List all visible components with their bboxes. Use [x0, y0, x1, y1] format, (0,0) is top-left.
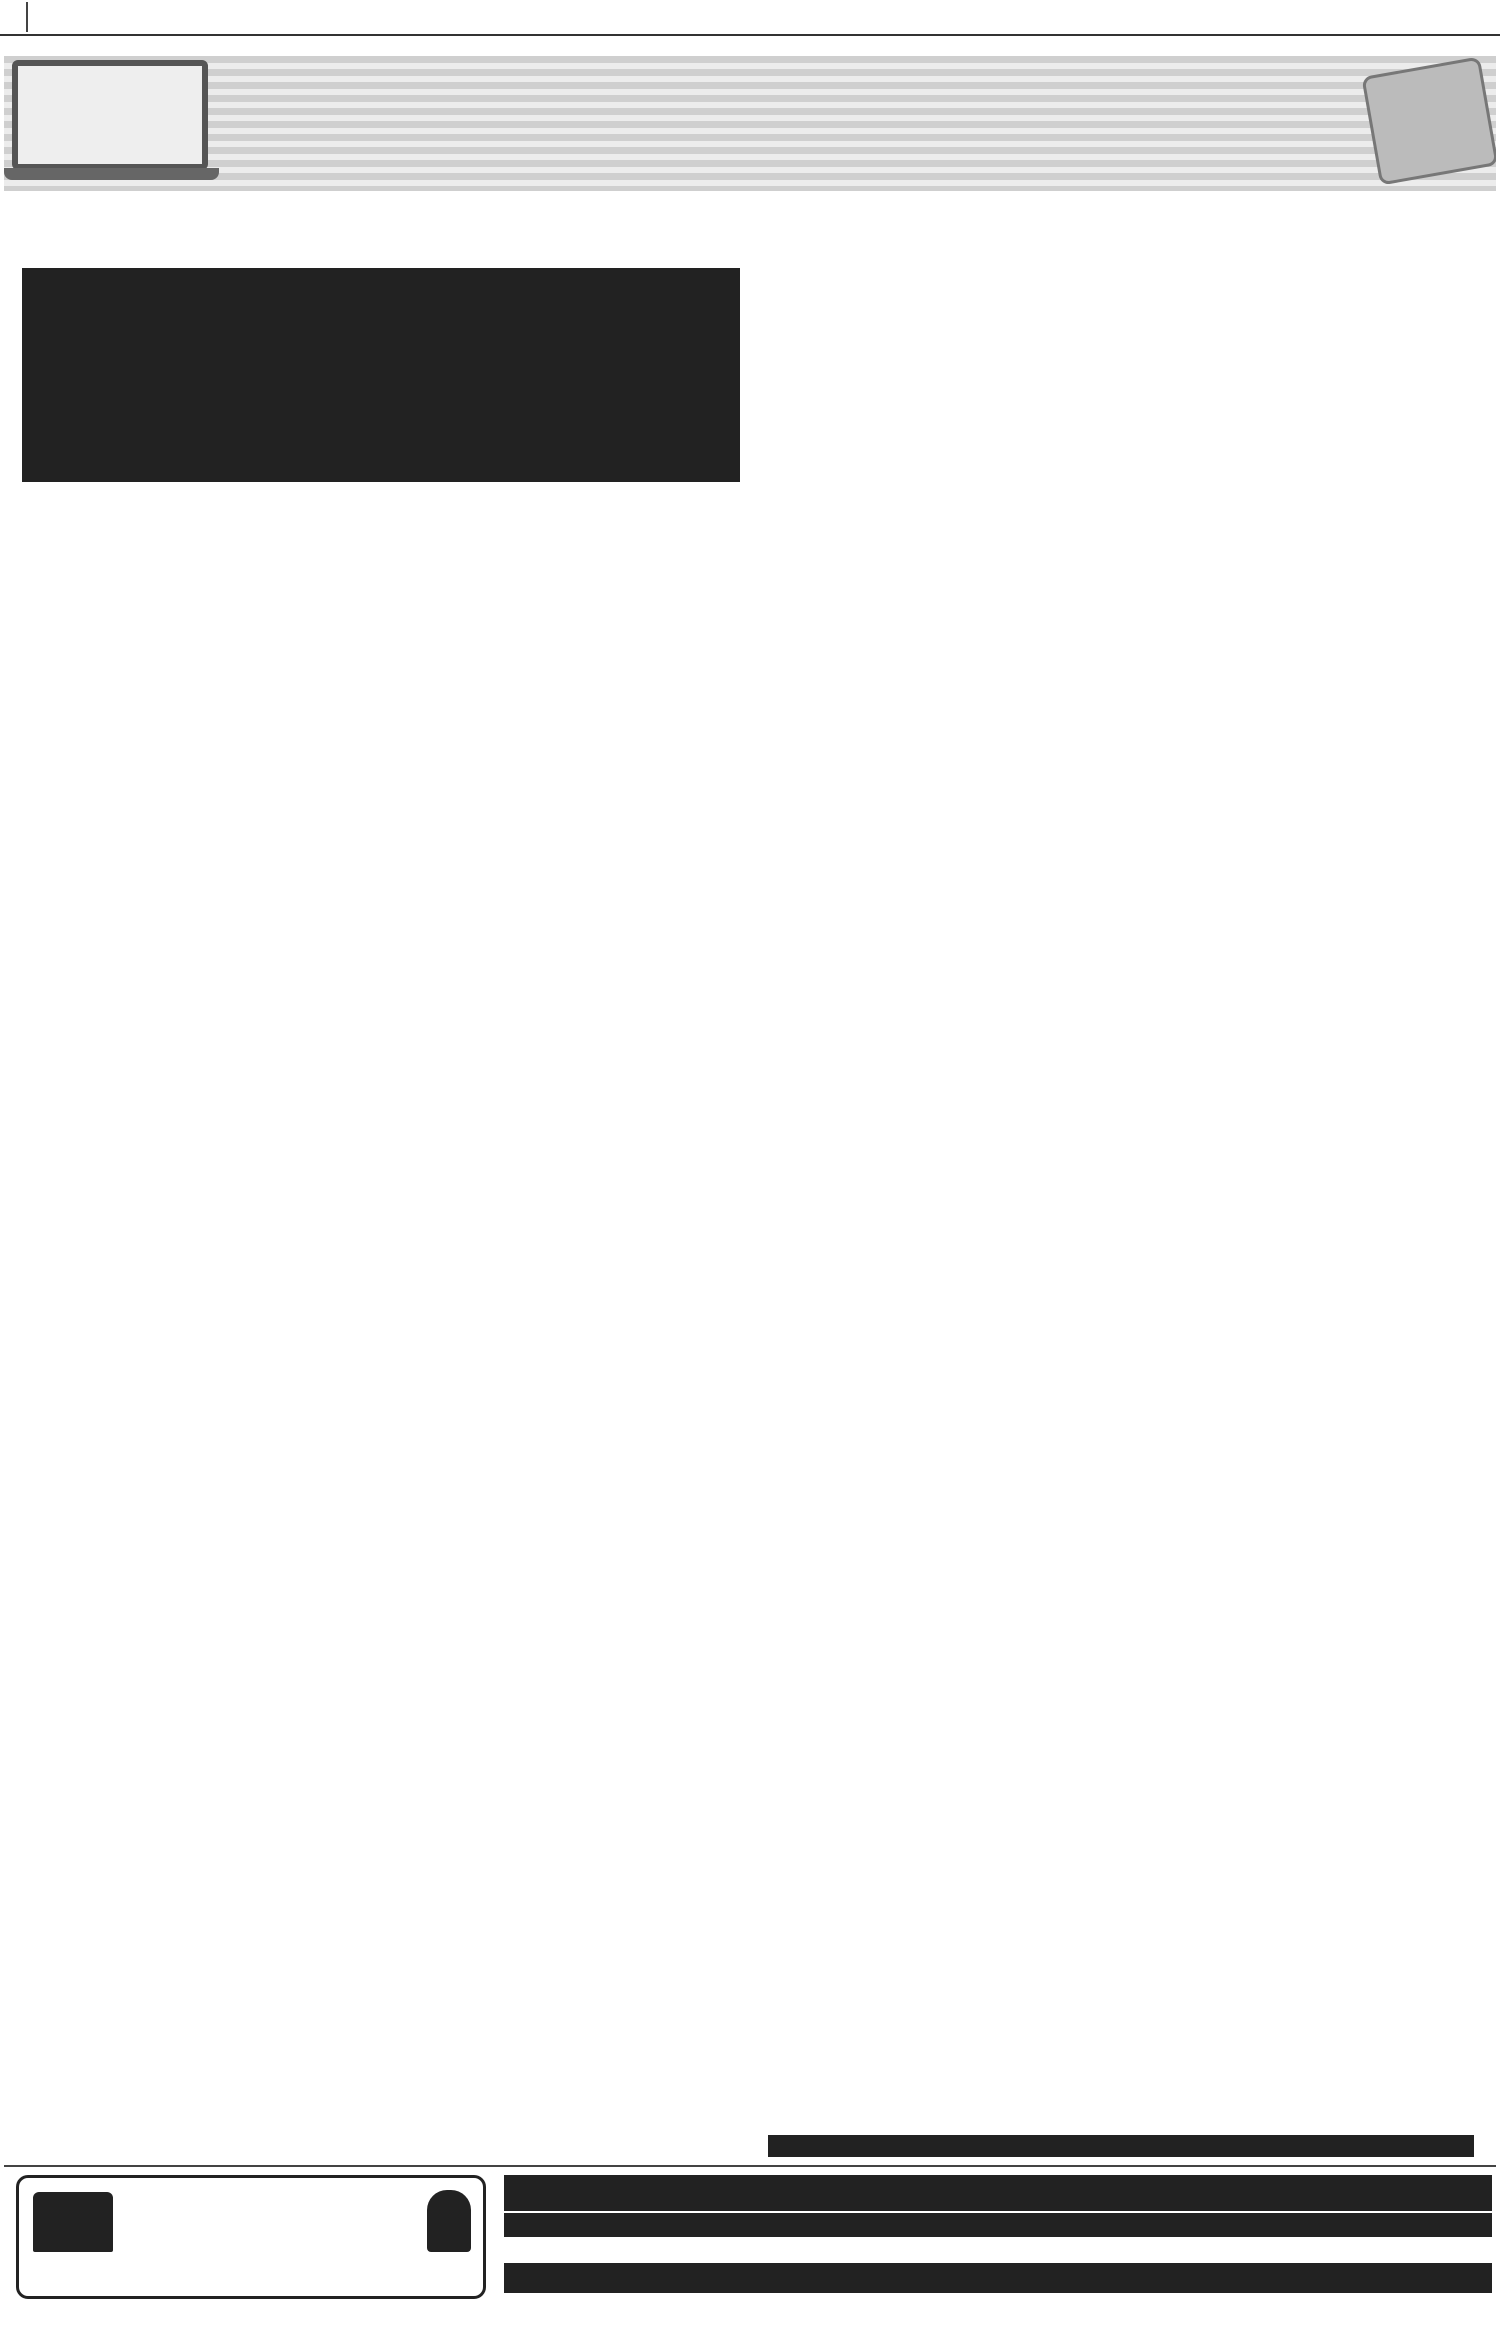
paper-title: [22, 268, 740, 270]
laptop-icon: [12, 60, 208, 170]
laptop-base-icon: [4, 168, 219, 180]
sample-paper-header-box: [22, 268, 740, 482]
question-column-right: [768, 264, 1480, 2134]
vidyamandir-advertisement: [4, 2165, 1496, 2330]
book-icon: [33, 2192, 113, 2252]
banner-subheading: [0, 196, 1500, 232]
scholarship-test-headline: [504, 2175, 1492, 2211]
instructions-text: [22, 272, 740, 276]
newspaper-header: [0, 0, 1500, 36]
eligible-classes: [504, 2213, 1492, 2237]
header-divider: [26, 2, 28, 32]
crash-course-banner: [504, 2263, 1492, 2293]
student-reading-icon: [427, 2190, 471, 2252]
calculator-icon: [1361, 56, 1496, 185]
cbse-exam-mate-banner: [4, 56, 1496, 191]
vidyamandir-logo-box: [16, 2175, 486, 2299]
answer-key-bar[interactable]: [768, 2135, 1474, 2157]
question-column-left: [22, 522, 740, 2142]
